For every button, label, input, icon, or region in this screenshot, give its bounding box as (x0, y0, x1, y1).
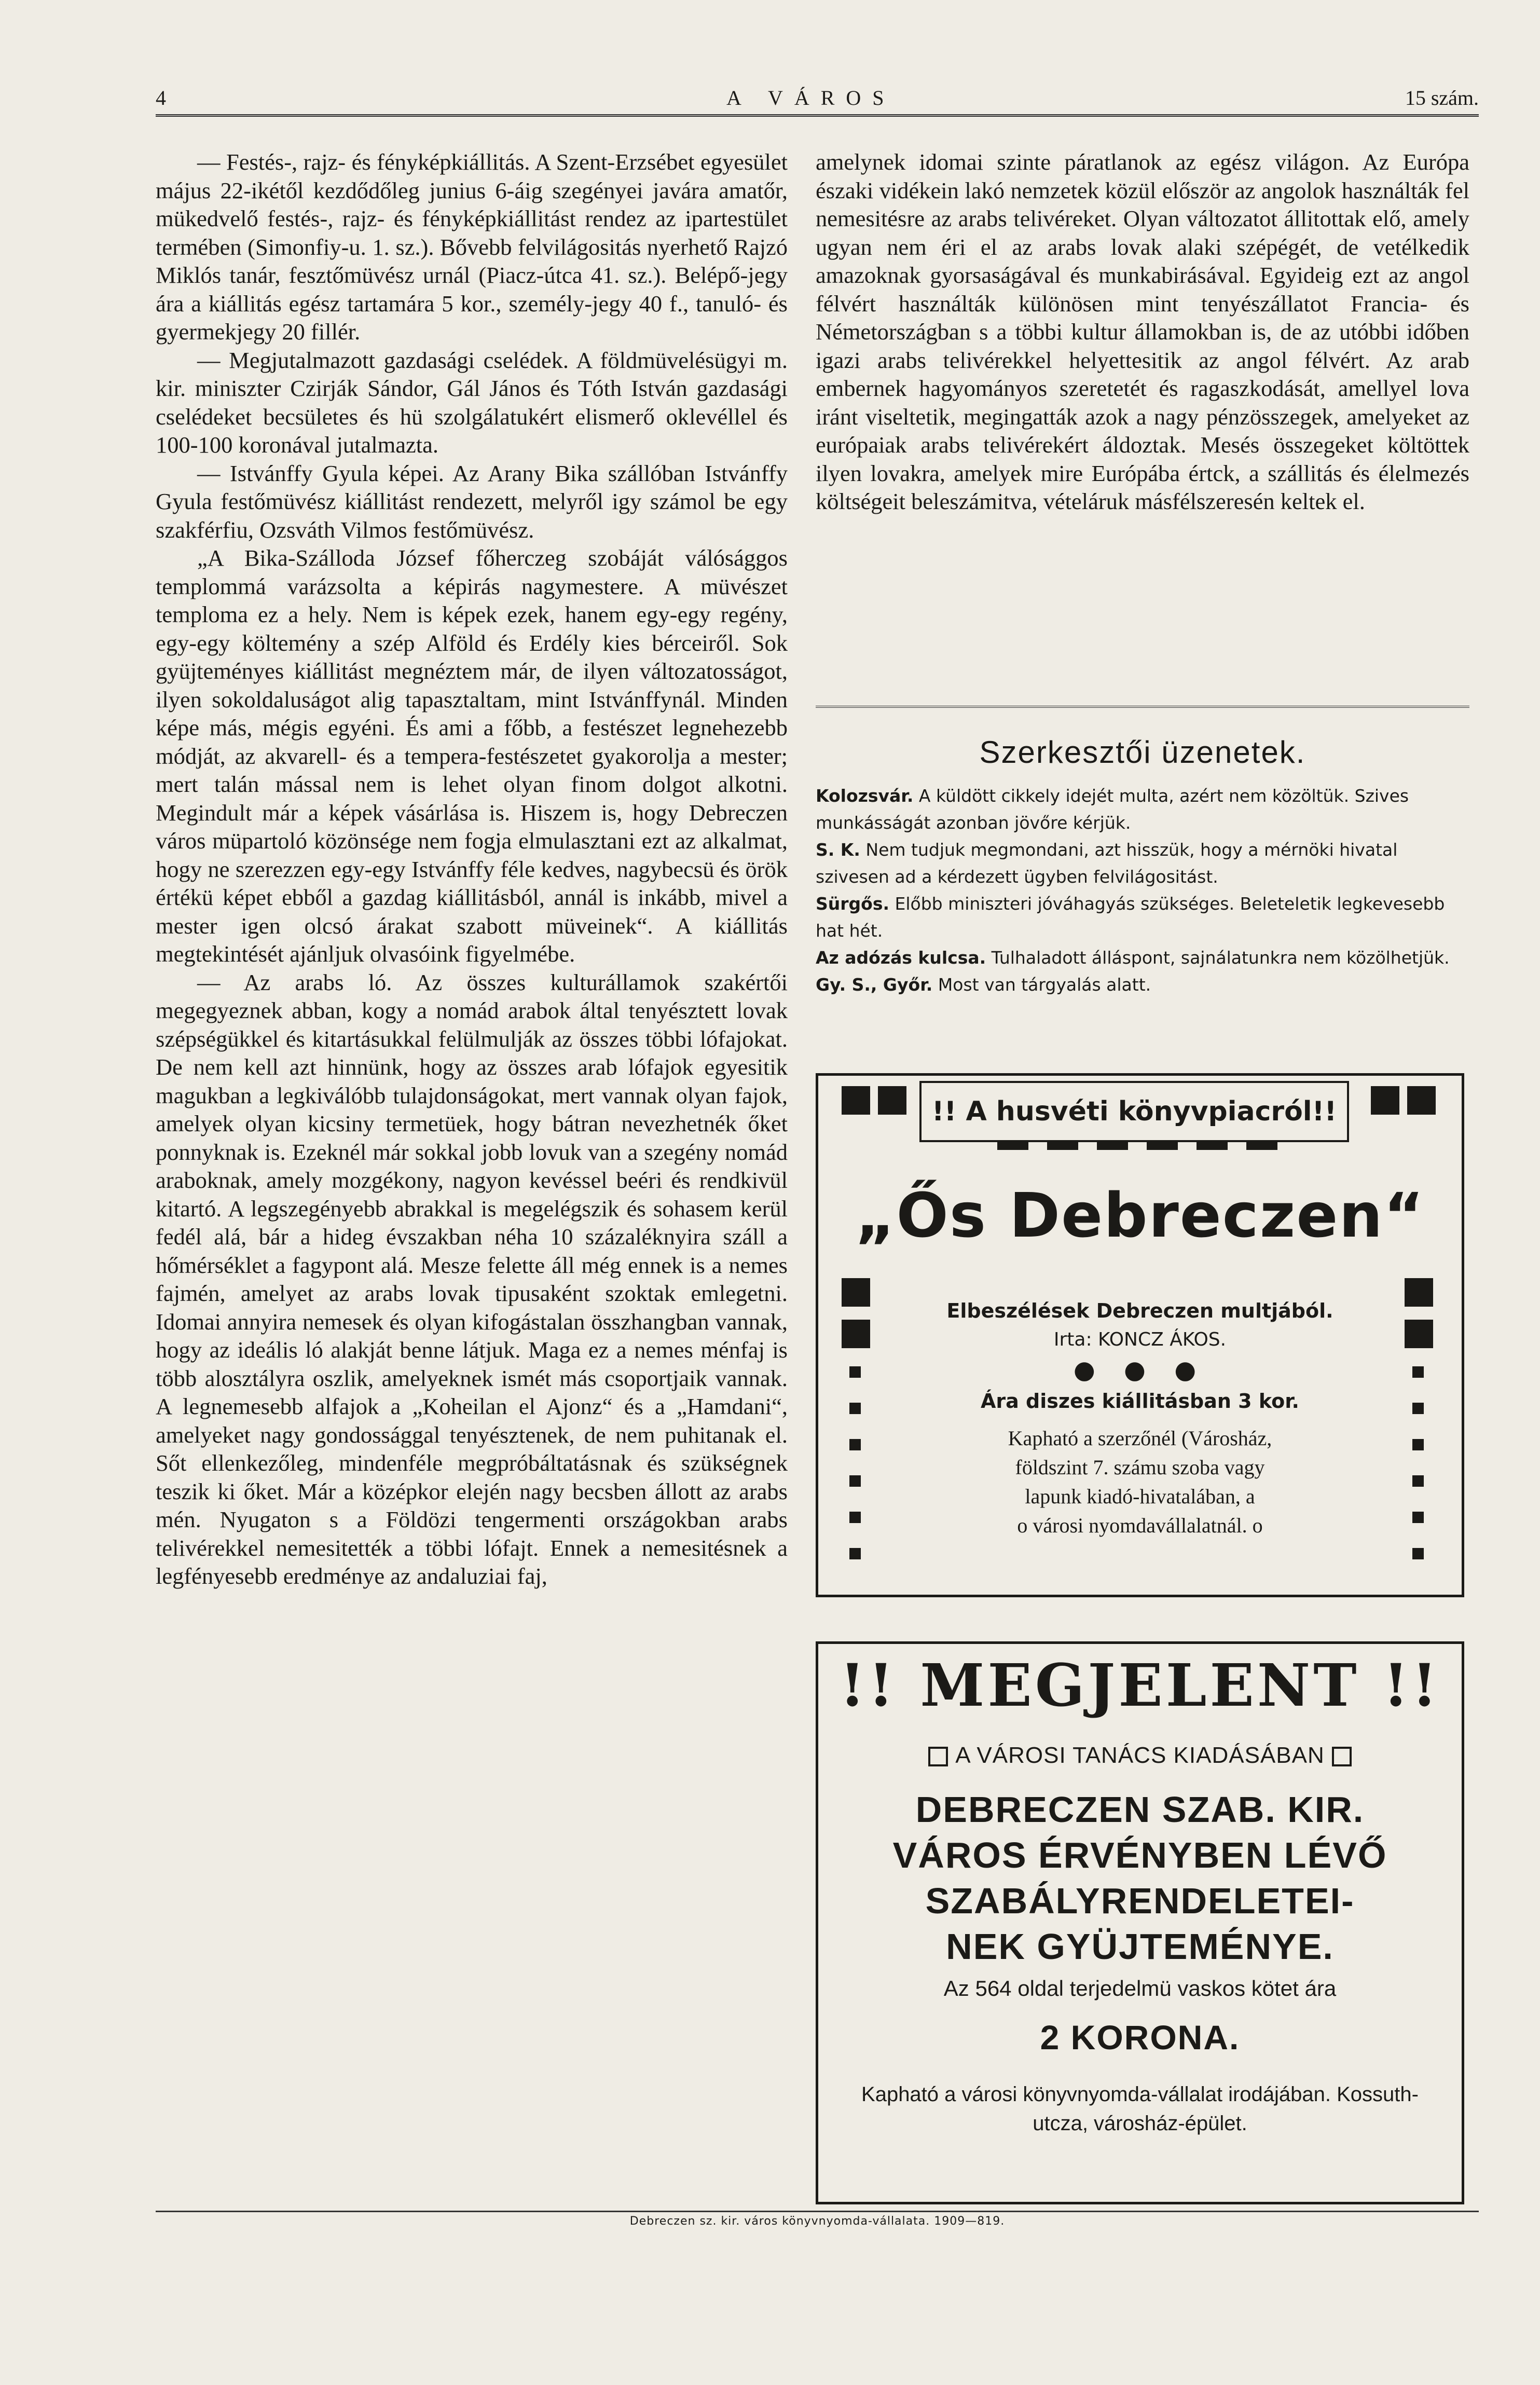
editor-note: Kolozsvár. A küldött cikkely idejét multa, azért nem közöltük. Szives munkásságát azonban jövőre kérjük. (816, 786, 1409, 833)
ad1-availability: Kapható a szerzőnél (Városház, földszint 7. számu szoba vagy lapunk kiadó-hivatalában, a o városi nyomdavállalatnál. o (1008, 1427, 1272, 1537)
ad1-banner-strip (842, 1081, 1438, 1143)
decor-square (878, 1086, 906, 1115)
ad1-subtitle: Elbeszélések Debreczen multjából. (946, 1299, 1333, 1322)
ad-os-debreczen (816, 1073, 1464, 1597)
printer-imprint: Debreczen sz. kir. város könyvnyomda-vállalata. 1909—819. (629, 2215, 1005, 2228)
article-istvanffy-quote: „A Bika-Szálloda József főherczeg szobáját válósággos templommá varázsolta a képirás nagymestere. A müvészet temploma ez a hely. Nem is képek ezek, hanem egy-egy regény, egy-egy költemény a szép Alföld és Erdély kies bérceiről. Sok gyüjteményes kiállitást megnéztem már, de ilyen változatosságot, ilyen sokoldaluságot alig tapasztaltam, mint Istvánffynál. Minden képe más, mégis egyéni. És ami a főbb, a festészet legnehezebb módját, az akvarell- és a tempera-festészetet gyakorolja a mester; mert talán mással nem is lehet olyan finom dolgot alkotni. Megindult már a képek vásárlása is. Hiszem is, hogy Debreczen város müpartoló közönsége nem fogja elmulasztani ezt az alkalmat, hogy ne szerezzen egy-egy Istvánffy féle kedves, nagybecsü és örök értékü képet ebből a gazdag kiállitásból, annál is inkább, mivel a mester igen olcsó árakat szabott müveinek“. A kiállitás megtekintését ajánljuk olvasóink figyelmébe. (156, 545, 788, 967)
ad1-details (896, 1281, 1384, 1540)
ad2-footer: Kapható a városi könyvnyomda-vállalat irodájában. Kossuth-utcza, városház-épület. (861, 2083, 1419, 2135)
page-number: 4 (156, 86, 166, 109)
left-column (156, 148, 788, 1591)
article-servants: — Megjutalmazott gazdasági cselédek. A földmüvelésügyi m. kir. miniszter Czirják Sándor, Gál János és Tóth István gazdasági cselédeket becsületes és hü szolgálatukért elismerő oklevéllel és 100-100 koronával jutalmazta. (156, 347, 788, 458)
decor-dash-row (997, 1141, 1277, 1151)
decor-column-right (1405, 1278, 1436, 1574)
article-arab-horse: — Az arabs ló. Az összes kulturállamok szakértői megegyeznek abban, kogy a nomád arabok által tenyésztett lovak szépségükkel és kitartásukkal felülmulják az összes többi lófajokat. De nem kell azt hinnünk, hogy az összes arab lófajok egyesitik magukban a legkiválóbb tulajdonságokat, mert vannak olyan fajok, amelyek olyan kicsiny termetüek, hogy bátran nevezhetnék őket ponnyknak is. Ezeknél már sokkal jobb lovuk van a szegény nomád araboknak, amely mozgékony, nagyon kevéssel beéri és rendkivül kitartó. A legszegényebb abrakkal is megelégszik és sohasem kerül fedél alá, bár a hideg évszakban néha 10 százaléknyira száll a hőmérséklet a fagypont alá. Mesze felette áll még ennek is a nemes fajmén, amelyet az arabs lovak tipusaként szoktak emlegetni. Idomai annyira nemesek és olyan kifogástalan összhangban vannak, hogy az ideális ló alakját benne látjuk. Maga ez a nemes ménfaj is több alosztályra oszlik, amelyeknek ismét más csoportjaik vannak. A legnemesebb alfajok a „Koheilan el Ajonz“ és a „Hamdani“, amelyeket nagy gondossággal tenyésztenek, de nem puhitanak el. Sőt ellenkezőleg, mindenféle megpróbáltatásnak és szükségnek teszik ki őket. Már a középkor elején nagy becsben állott az arabs mén. Nyugaton s a Földözi tengermenti országokban arabs telivérekkel nemesitették a többi lófajt. Ennek a nemesitésnek a legfényesebb eredménye az andaluziai faj, (156, 969, 788, 1589)
editor-messages (816, 783, 1469, 998)
decor-square (1371, 1086, 1399, 1115)
editor-note: Az adózás kulcsa. Tulhaladott álláspont, sajnálatunkra nem közölhetjük. (816, 948, 1450, 968)
article-istvanffy: — Istvánffy Gyula képei. Az Arany Bika szállóban Istvánffy Gyula festőmüvész kiállitást rendezett, melyről igy számol be egy szakférfiu, Ozsváth Vilmos festőmüvész. (156, 460, 788, 543)
page-header (156, 86, 1479, 117)
footer-rule (156, 2211, 1479, 2212)
ad1-banner: !! A husvéti könyvpiacról!! (919, 1081, 1349, 1142)
ad1-brand: „Ős Debreczen“ (855, 1180, 1425, 1251)
article-arab-horse-cont: amelynek idomai szinte páratlanok az egész világon. Az Európa északi vidékein lakó nemzetek közül először az angolok használták fel nemesitésre az arabs telivéreket. Olyan változatot állitottak elő, amely ugyan nem éri el az arabs lovak alaki szépégét, de vetélkedik amazoknak gyorsaságával és munkabirásával. Egyideig ezt az angol félvért használták különösen mint tenyészállatot Francia- és Németországban s a többi kultur államokban is, de az utóbbi időben igazi arabs telivérekkel helyettesitik az angol félvért. Az arab embernek hagyományos szeretetét és ragaszkodását, amellyel lova iránt viseltetik, megingatták azok a nagy pénzösszegek, amelyeket az európaiak arabs telivérekért áldoztak. Mesés összegeket költöttek ilyen lovakra, amelyek mire Európába értck, a szállitás és élelmezés költségeit beleszámitva, vételáruk másfélszeresén keltek el. (816, 149, 1469, 514)
editor-note: S. K. Nem tudjuk megmondani, azt hisszük, hogy a mérnöki hivatal szivesen ad a kérdezett ügyben felvilágositást. (816, 840, 1398, 887)
decor-square (1407, 1086, 1436, 1115)
checkbox-glyph (1332, 1747, 1352, 1766)
editor-messages-title: Szerkesztői üzenetek. (979, 735, 1306, 770)
ad-megjelent (816, 1641, 1464, 2204)
newspaper-title: A VÁROS (726, 86, 896, 109)
section-rule (816, 706, 1469, 708)
ad1-price: Ára diszes kiállitásban 3 kor. (981, 1390, 1299, 1413)
ad2-note: Az 564 oldal terjedelmü vaskos kötet ára (943, 1976, 1337, 2000)
header-rule (156, 114, 1479, 117)
ad1-dots: ● ● ● (1073, 1355, 1207, 1385)
decor-square (842, 1086, 870, 1115)
article-exhibition: — Festés-, rajz- és fényképkiállitás. A Szent-Erzsébet egyesület május 22-ikétől kezdődőleg junius 6-áig szegényei javára amatőr, mükedvelő festés-, rajz- és fényképkiállitást rendez az ipartestület termében (Simonfiy-u. 1. sz.). Bővebb felvilágositás nyerhető Rajzó Miklós tanár, fesztőmüvész urnál (Piacz-útca 41. sz.). Belépő-jegy ára a kiállitás egész tartamára 5 kor., személy-jegy 40 f., tanuló- és gyermekjegy 20 fillér. (156, 149, 788, 345)
ad1-author: Irta: KONCZ ÁKOS. (1053, 1329, 1227, 1350)
decor-column-left (842, 1278, 873, 1574)
ad2-publisher: A VÁROSI TANÁCS KIADÁSÁBAN (818, 1743, 1462, 1769)
right-column-text (816, 148, 1469, 516)
ad2-headline: !! MEGJELENT !! (840, 1652, 1440, 1720)
editor-note: Sürgős. Előbb miniszteri jóváhagyás szükséges. Beleteletik legkevesebb hat hét. (816, 894, 1445, 941)
ad2-price: 2 KORONA. (1040, 2018, 1240, 2057)
ad2-title: DEBRECZEN SZAB. KIR. VÁROS ÉRVÉNYBEN LÉVŐ SZABÁLYRENDELETEI- NEK GYÜJTEMÉNYE. (892, 1789, 1387, 1967)
editor-note: Gy. S., Győr. Most van tárgyalás alatt. (816, 975, 1151, 995)
checkbox-glyph (928, 1747, 948, 1766)
issue-number: 15 szám. (1405, 86, 1479, 109)
